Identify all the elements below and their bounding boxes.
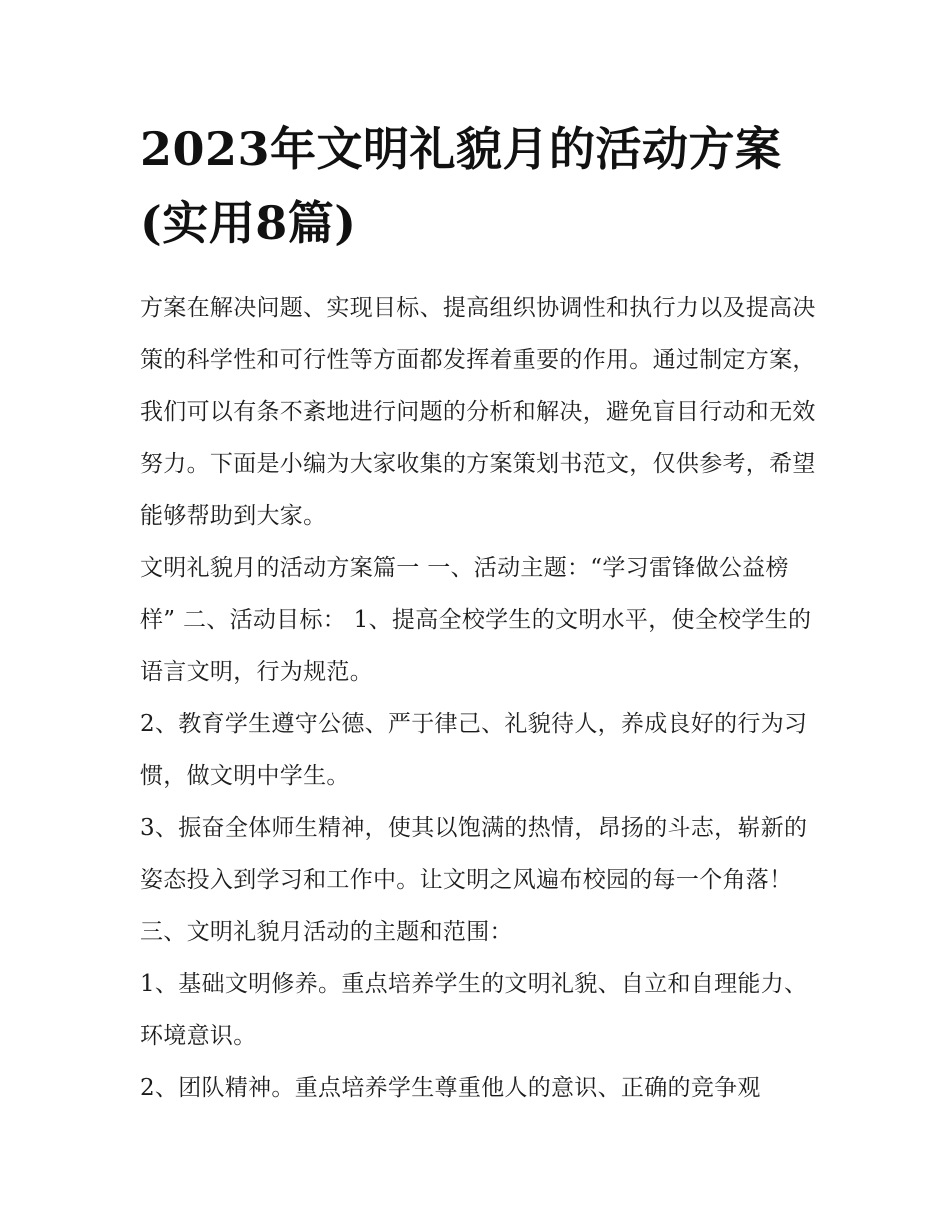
paragraph-goal-3: 3、振奋全体师生精神，使其以饱满的热情，昂扬的斗志，崭新的姿态投入到学习和工作中。让文明之风遍布校园的每一个角落！ 三、文明礼貌月活动的主题和范围： — [140, 815, 808, 945]
paragraph-goal-2: 2、教育学生遵守公德、严于律己、礼貌待人，养成良好的行为习惯，做文明中学生。 — [140, 711, 808, 789]
document-title: 2023年文明礼貌月的活动方案(实用8篇) — [140, 122, 782, 250]
paragraph-activity-plan: 文明礼貌月的活动方案篇一 一、活动主题：“学习雷锋做公益榜样” 二、活动目标： 1、提高全校学生的文明水平，使全校学生的语言文明，行为规范。 — [140, 555, 812, 685]
paragraph-scope-1: 1、基础文明修养。重点培养学生的文明礼貌、自立和自理能力、环境意识。 — [140, 971, 808, 1049]
paragraph-intro: 方案在解决问题、实现目标、提高组织协调性和执行力以及提高决策的科学性和可行性等方面都发挥着重要的作用。通过制定方案，我们可以有条不紊地进行问题的分析和解决，避免盲目行动和无效努力。下面是小编为大家收集的方案策划书范文，仅供参考，希望能够帮助到大家。 — [140, 295, 816, 529]
paragraph-scope-2: 2、团队精神。重点培养学生尊重他人的意识、正确的竞争观 — [140, 1075, 761, 1101]
document-body — [140, 112, 820, 1114]
